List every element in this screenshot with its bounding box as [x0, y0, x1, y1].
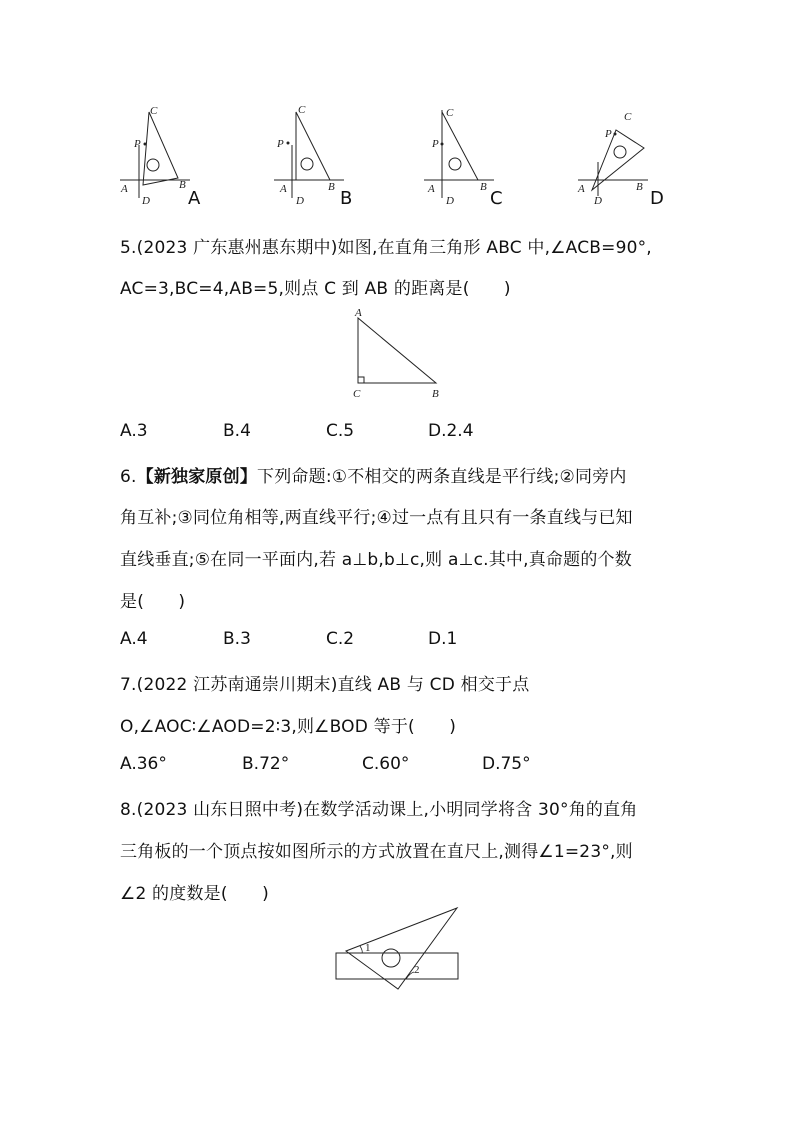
triangle-ruler [296, 112, 330, 180]
label-a: A [578, 183, 585, 195]
label-p: P [277, 138, 284, 150]
q6-option-c: C.2 [326, 629, 355, 649]
point-p-dot [614, 133, 617, 136]
q5-option-b: B.4 [223, 421, 251, 441]
point-p-dot [441, 143, 444, 146]
q5-option-c: C.5 [326, 421, 355, 441]
q4-option-a-label: A [188, 188, 201, 209]
label-a: A [428, 183, 435, 195]
label-b: B [179, 179, 186, 191]
q6-option-b: B.3 [223, 629, 251, 649]
ruler-hole [614, 146, 626, 158]
q7-option-c: C.60° [362, 754, 410, 774]
q6-line-2: 角互补;③同位角相等,两直线平行;④过一点有且只有一条直线与已知 [120, 508, 633, 528]
set-square-30 [346, 908, 457, 989]
q7-option-b: B.72° [242, 754, 290, 774]
label-c: C [624, 111, 632, 123]
right-angle-mark [358, 377, 364, 383]
q6-line-1 [120, 462, 627, 487]
q6-line-1-text: 下列命题:①不相交的两条直线是平行线;②同旁内 [257, 467, 627, 487]
q7-line-1: 7.(2022 江苏南通崇川期末)直线 AB 与 CD 相交于点 [120, 675, 530, 695]
q8-line-1: 8.(2023 山东日照中考)在数学活动课上,小明同学将含 30°角的直角 [120, 800, 638, 820]
label-p: P [134, 138, 141, 150]
label-a: A [121, 183, 128, 195]
triangle-abc [358, 318, 436, 383]
ruler-hole [147, 159, 159, 171]
angle-1-label: 1 [365, 942, 371, 954]
q8-ruler-triangle-figure [330, 902, 466, 994]
label-d: D [594, 195, 602, 207]
q4-option-b-label: B [340, 188, 353, 209]
point-p-dot [287, 142, 290, 145]
label-p: P [605, 128, 612, 140]
ruler-hole [301, 158, 313, 170]
q8-line-2: 三角板的一个顶点按如图所示的方式放置在直尺上,测得∠1=23°,则 [120, 842, 633, 862]
label-d: D [142, 195, 150, 207]
label-b: B [636, 181, 643, 193]
q5-option-d: D.2.4 [428, 421, 474, 441]
q5-right-triangle-figure [344, 306, 454, 402]
q5-option-a: A.3 [120, 421, 148, 441]
q7-option-a: A.36° [120, 754, 167, 774]
q6-number: 6. [120, 467, 137, 487]
q6-line-3: 直线垂直;⑤在同一平面内,若 a⊥b,b⊥c,则 a⊥c.其中,真命题的个数 [120, 550, 632, 570]
label-c: C [150, 105, 158, 117]
label-d: D [446, 195, 454, 207]
angle-2-label: 2 [414, 964, 420, 976]
angle-1-arc [360, 946, 362, 953]
q4-option-d-label: D [650, 188, 664, 209]
q5-line-1: 5.(2023 广东惠州惠东期中)如图,在直角三角形 ABC 中,∠ACB=90°, [120, 238, 652, 258]
q4-figure-d [574, 100, 658, 210]
q6-original-tag: 【新独家原创】 [136, 467, 258, 487]
triangle-ruler [442, 112, 478, 180]
set-square-hole [382, 949, 400, 967]
q6-option-a: A.4 [120, 629, 148, 649]
label-b: B [432, 388, 439, 400]
label-a: A [280, 183, 287, 195]
q4-figure-c [418, 100, 498, 210]
label-p: P [432, 138, 439, 150]
q6-line-4: 是( ) [120, 592, 186, 612]
q6-option-d: D.1 [428, 629, 458, 649]
label-a: A [355, 307, 362, 319]
label-c: C [353, 388, 361, 400]
q4-figure-b [268, 100, 348, 210]
ruler-hole [449, 158, 461, 170]
q4-option-c-label: C [490, 188, 503, 209]
q5-line-2: AC=3,BC=4,AB=5,则点 C 到 AB 的距离是( ) [120, 279, 511, 299]
label-c: C [298, 104, 306, 116]
q8-line-3: ∠2 的度数是( ) [120, 884, 269, 904]
label-b: B [328, 181, 335, 193]
label-d: D [296, 195, 304, 207]
triangle-ruler [143, 112, 178, 185]
label-b: B [480, 181, 487, 193]
label-c: C [446, 107, 454, 119]
q7-option-d: D.75° [482, 754, 531, 774]
q4-figure-a [115, 100, 195, 210]
point-p-dot [144, 143, 147, 146]
q7-line-2: O,∠AOC∶∠AOD=2∶3,则∠BOD 等于( ) [120, 717, 457, 737]
